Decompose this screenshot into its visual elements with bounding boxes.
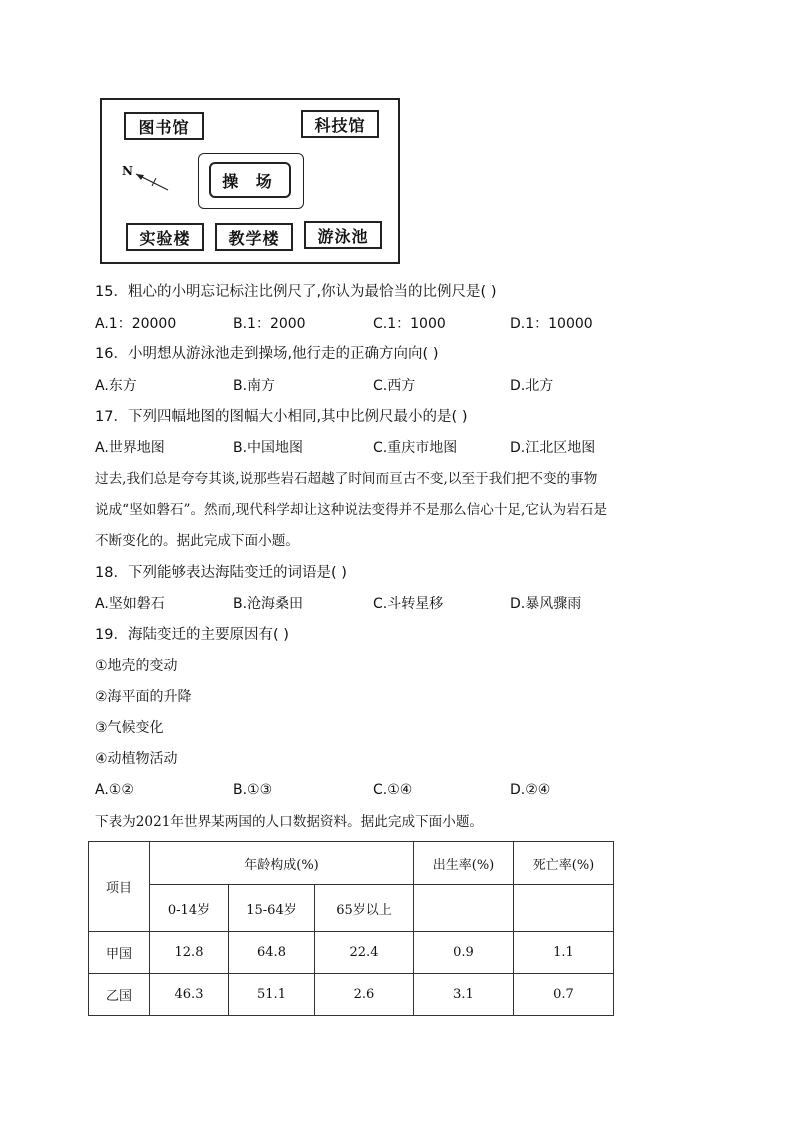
cell-value: 2.6 xyxy=(315,974,414,1016)
q15-option-c: C.1：1000 xyxy=(373,316,446,332)
q17-option-b: B.中国地图 xyxy=(233,440,304,456)
q15-option-a: A.1：20000 xyxy=(95,316,177,332)
header-age-65-plus: 65岁以上 xyxy=(315,885,414,932)
map-lab-building: 实验楼 xyxy=(126,223,204,251)
q16-option-c: C.西方 xyxy=(373,378,416,394)
q18-option-c: C.斗转星移 xyxy=(373,596,444,612)
row-country: 乙国 xyxy=(89,974,150,1016)
table-intro: 下表为2021年世界某两国的人口数据资料。据此完成下面小题。 xyxy=(95,814,484,830)
map-science-museum: 科技馆 xyxy=(301,110,379,138)
row-country: 甲国 xyxy=(89,932,150,974)
cell-value: 64.8 xyxy=(229,932,315,974)
cell-value: 1.1 xyxy=(514,932,614,974)
map-library: 图书馆 xyxy=(124,112,204,140)
q18-option-d: D.暴风骤雨 xyxy=(510,596,582,612)
q17-option-d: D.江北区地图 xyxy=(510,440,596,456)
header-age-0-14: 0-14岁 xyxy=(150,885,229,932)
q17-option-a: A.世界地图 xyxy=(95,440,165,456)
map-playground: 操 场 xyxy=(209,162,291,198)
passage-line-3: 不断变化的。据此完成下面小题。 xyxy=(95,533,299,549)
q18-option-b: B.沧海桑田 xyxy=(233,596,304,612)
table-row xyxy=(89,932,614,974)
population-table xyxy=(88,841,614,1016)
map-playground-outer xyxy=(198,153,304,209)
q16-option-b: B.南方 xyxy=(233,378,276,394)
north-label: N xyxy=(122,164,133,178)
cell-value: 0.9 xyxy=(414,932,514,974)
question-16: 16．小明想从游泳池走到操场,他行走的正确方向向( ) xyxy=(95,346,439,362)
q19-option-c: C.①④ xyxy=(373,782,413,798)
q15-option-d: D.1：10000 xyxy=(510,316,593,332)
q19-item-3: ③气候变化 xyxy=(95,720,164,736)
cell-value: 0.7 xyxy=(514,974,614,1016)
header-item: 项目 xyxy=(89,842,150,932)
header-age-15-64: 15-64岁 xyxy=(229,885,315,932)
cell-value: 46.3 xyxy=(150,974,229,1016)
header-birth-rate: 出生率(%) xyxy=(414,842,514,885)
question-19: 19．海陆变迁的主要原因有( ) xyxy=(95,627,289,643)
q16-option-a: A.东方 xyxy=(95,378,137,394)
map-teaching-building: 教学楼 xyxy=(215,223,293,251)
q15-option-b: B.1：2000 xyxy=(233,316,306,332)
cell-value: 51.1 xyxy=(229,974,315,1016)
campus-map-figure xyxy=(100,98,400,264)
q17-option-c: C.重庆市地图 xyxy=(373,440,458,456)
q19-option-b: B.①③ xyxy=(233,782,273,798)
question-17: 17．下列四幅地图的图幅大小相同,其中比例尺最小的是( ) xyxy=(95,409,468,425)
cell-value: 12.8 xyxy=(150,932,229,974)
q19-option-a: A.①② xyxy=(95,782,134,798)
cell-value: 3.1 xyxy=(414,974,514,1016)
passage-line-1: 过去,我们总是夸夸其谈,说那些岩石超越了时间而亘古不变,以至于我们把不变的事物 xyxy=(95,471,598,487)
q19-item-2: ②海平面的升降 xyxy=(95,689,192,705)
empty-cell xyxy=(414,885,514,932)
table-row xyxy=(89,974,614,1016)
map-swimming-pool: 游泳池 xyxy=(304,221,382,249)
header-age-structure: 年龄构成(%) xyxy=(150,842,414,885)
q18-option-a: A.坚如磐石 xyxy=(95,596,165,612)
passage-line-2: 说成“坚如磐石”。然而,现代科学却让这种说法变得并不是那么信心十足,它认为岩石是 xyxy=(95,502,607,518)
q19-option-d: D.②④ xyxy=(510,782,551,798)
cell-value: 22.4 xyxy=(315,932,414,974)
question-18: 18．下列能够表达海陆变迁的词语是( ) xyxy=(95,565,347,581)
question-15: 15．粗心的小明忘记标注比例尺了,你认为最恰当的比例尺是( ) xyxy=(95,284,497,300)
q19-item-1: ①地壳的变动 xyxy=(95,658,178,674)
north-arrow-icon xyxy=(120,164,176,198)
q16-option-d: D.北方 xyxy=(510,378,554,394)
empty-cell xyxy=(514,885,614,932)
header-death-rate: 死亡率(%) xyxy=(514,842,614,885)
q19-item-4: ④动植物活动 xyxy=(95,751,178,767)
